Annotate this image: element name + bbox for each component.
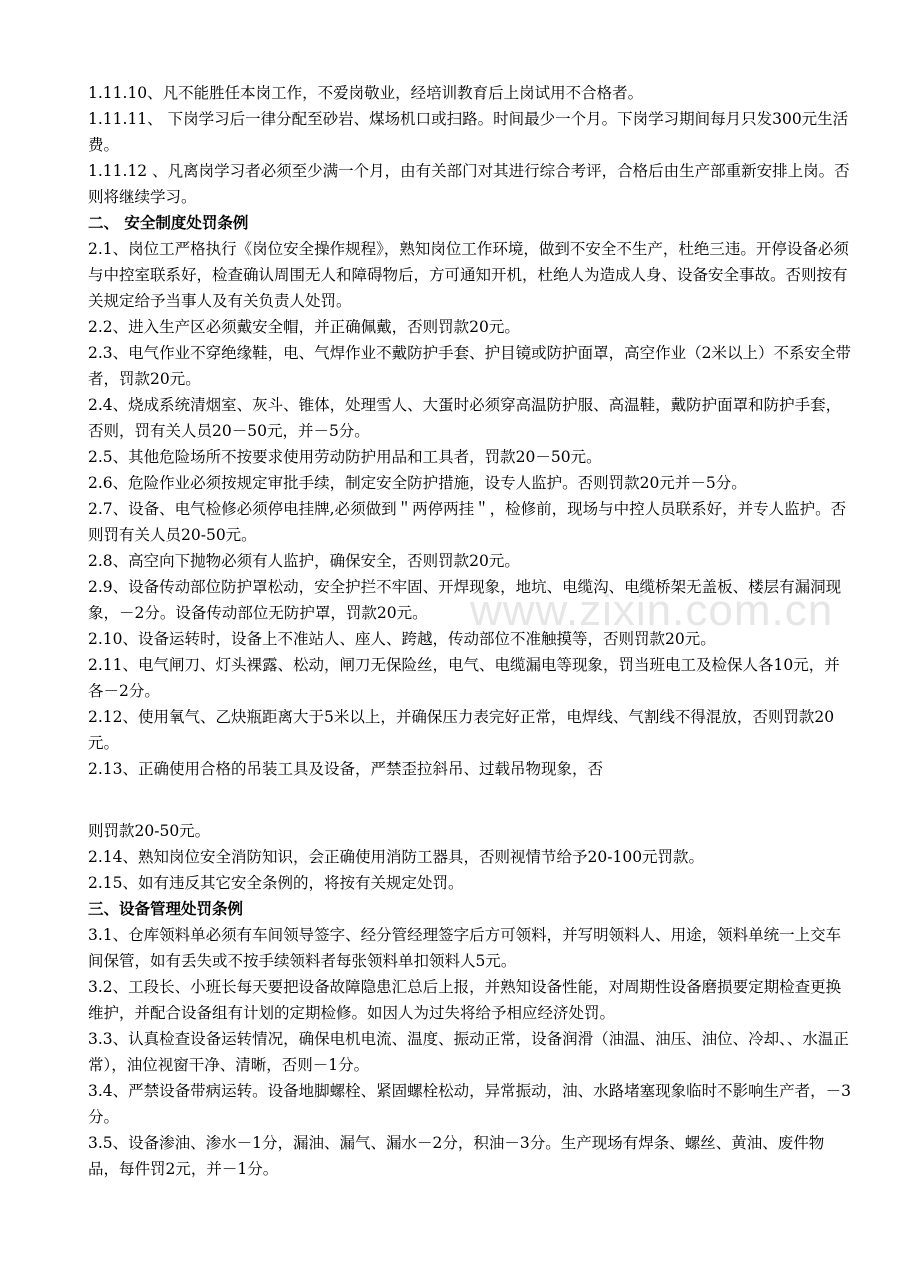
clause-3-2: 3.2、工段长、小班长每天要把设备故障隐患汇总后上报，并熟知设备性能，对周期性设备磨损要定期检查更换维护，并配合设备组有计划的定期检修。如因人为过失将给予相应经济处罚。 <box>88 978 842 1022</box>
clause-2-13: 2.13、正确使用合格的吊装工具及设备，严禁歪拉斜吊、过载吊物现象，否 <box>88 760 604 778</box>
clause-2-3: 2.3、电气作业不穿绝缘鞋，电、气焊作业不戴防护手套、护目镜或防护面罩，高空作业（2米以上）不系安全带者，罚款20元。 <box>88 344 852 388</box>
clause-2-11: 2.11、电气闸刀、灯头裸露、松动，闸刀无保险丝，电气、电缆漏电等现象，罚当班电工及检保人各10元，并各－2分。 <box>88 656 840 700</box>
clause-2-14: 2.14、熟知岗位安全消防知识，会正确使用消防工器具，否则视情节给予20-100元罚款。 <box>88 848 705 866</box>
clause-2-15: 2.15、如有违反其它安全条例的，将按有关规定处罚。 <box>88 874 464 892</box>
clause-2-5: 2.5、其他危险场所不按要求使用劳动防护用品和工具者，罚款20－50元。 <box>88 448 602 466</box>
clause-2-13-continued: 则罚款20-50元。 <box>88 822 211 840</box>
clause-2-9: 2.9、设备传动部位防护罩松动，安全护拦不牢固、开焊现象，地坑、电缆沟、电缆桥架无盖板、楼层有漏洞现象，－2分。设备传动部位无防护罩，罚款20元。 <box>88 578 842 622</box>
clause-2-1: 2.1、岗位工严格执行《岗位安全操作规程》，熟知岗位工作环境，做到不安全不生产，杜绝三违。开停设备必须与中控室联系好，检查确认周围无人和障碍物后，方可通知开机，杜绝人为造成人身、设备安全事故。否则按有关规定给予当事人及有关负责人处罚。 <box>88 240 849 310</box>
clause-3-5: 3.5、设备渗油、渗水－1分，漏油、漏气、漏水－2分，积油－3分。生产现场有焊条、螺丝、黄油、废件物品，每件罚2元，并－1分。 <box>88 1134 825 1178</box>
clause-3-3: 3.3、认真检查设备运转情况，确保电机电流、温度、振动正常，设备润滑（油温、油压、油位、冷却、、水温正常），油位视窗干净、清晰，否则－1分。 <box>88 1030 849 1074</box>
watermark: www.zixin.com.cn <box>470 586 834 635</box>
clause-2-7: 2.7、设备、电气检修必须停电挂牌,必须做到＂两停两挂＂，检修前，现场与中控人员联系好，并专人监护。否则罚有关人员20-50元。 <box>88 500 847 544</box>
clause-2-6: 2.6、危险作业必须按规定审批手续，制定安全防护措施，设专人监护。否则罚款20元并－5分。 <box>88 474 747 492</box>
clause-2-12: 2.12、使用氧气、乙炔瓶距离大于5米以上，并确保压力表完好正常，电焊线、气割线不得混放，否则罚款20元。 <box>88 708 835 752</box>
clause-3-4: 3.4、严禁设备带病运转。设备地脚螺栓、紧固螺栓松动，异常振动，油、水路堵塞现象临时不影响生产者，－3分。 <box>88 1082 852 1126</box>
clause-1-11-12: 1.11.12 、凡离岗学习者必须至少满一个月，由有关部门对其进行综合考评，合格后由生产部重新安排上岗。否则将继续学习。 <box>88 162 850 206</box>
clause-2-8: 2.8、高空向下抛物必须有人监护，确保安全，否则罚款20元。 <box>88 552 520 570</box>
clause-2-2: 2.2、进入生产区必须戴安全帽，并正确佩戴，否则罚款20元。 <box>88 318 520 336</box>
section-heading-2: 二、 安全制度处罚条例 <box>88 213 249 232</box>
clause-1-11-10: 1.11.10、凡不能胜任本岗工作，不爱岗敬业，经培训教育后上岗试用不合格者。 <box>88 84 644 102</box>
clause-2-10: 2.10、设备运转时，设备上不准站人、座人、跨越，传动部位不准触摸等，否则罚款20元。 <box>88 630 716 648</box>
clause-1-11-11: 1.11.11、 下岗学习后一律分配至砂岩、煤场机口或扫路。时间最少一个月。下岗学习期间每月只发300元生活费。 <box>88 110 849 154</box>
section-heading-3: 三、设备管理处罚条例 <box>88 899 244 918</box>
clause-2-4: 2.4、烧成系统清烟室、灰斗、锥体，处理雪人、大蛋时必须穿高温防护服、高温鞋，戴防护面罩和防护手套，否则，罚有关人员20－50元，并－5分。 <box>88 396 842 440</box>
clause-3-1: 3.1、仓库领料单必须有车间领导签字、经分管经理签字后方可领料，并写明领料人、用途，领料单统一上交车间保管，如有丢失或不按手续领料者每张领料单扣领料人5元。 <box>88 926 842 970</box>
